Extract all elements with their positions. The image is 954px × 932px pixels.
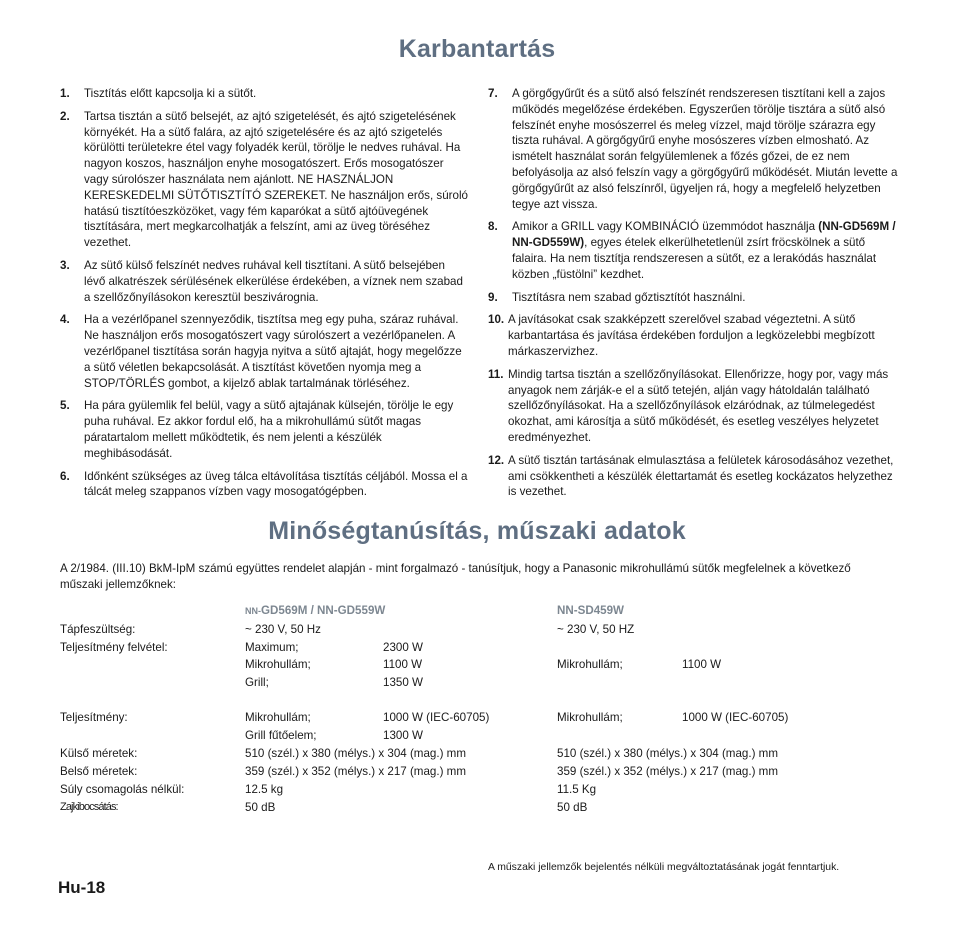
spec-value-max: 2300 W: [383, 641, 423, 654]
spec-value-weight-gd: 12.5 kg: [245, 783, 284, 796]
item-text: Ha a vezérlőpanel szennyeződik, tisztítsa meg egy puha, száraz ruhával. Ne használjon erős mosogatószert vagy súrolószert a vezérlőpanelen. A vezérlőpanel tisztítása során hagyja nyitva a sütő ajtaját, hogy megelőzze a sütő véletlen bekapcsolását. A tisztítást követően nyomja meg a STOP/TÖRLÉS gombot, a kijelző ablak tartalmának törléséhez.: [84, 313, 462, 390]
page-number: Hu-18: [58, 878, 106, 897]
item-text: Tisztításra nem szabad gőztisztítót használni.: [512, 290, 746, 304]
spec-value-micro: 1100 W: [383, 658, 423, 671]
spec-sublabel-output-grill: Grill fűtőelem;: [245, 729, 317, 742]
item-number: 2.: [60, 109, 70, 123]
list-item: [60, 398, 468, 461]
footnote: A műszaki jellemzők bejelentés nélküli megváltoztatásának jogát fenntartjuk.: [488, 862, 840, 873]
list-item: [488, 219, 898, 282]
spec-value-inner-sd: 359 (szél.) x 352 (mélys.) x 217 (mag.) mm: [557, 765, 778, 778]
item-number: 1.: [60, 87, 70, 100]
model-header-sd: NN-SD459W: [557, 604, 624, 617]
list-item: [488, 312, 898, 359]
list-item: [488, 367, 898, 446]
spec-label-weight: Súly csomagolás nélkül:: [60, 783, 185, 796]
spec-value-micro-sd: 1100 W: [682, 658, 722, 671]
spec-sublabel-grill: Grill;: [245, 676, 269, 689]
spec-label-outer: Külső méretek:: [60, 747, 138, 760]
item-number: 8.: [488, 220, 498, 234]
quality-title: Minőségtanúsítás, műszaki adatok: [268, 517, 686, 545]
spec-label-voltage: Tápfeszültség:: [60, 623, 136, 636]
item-number: 11.: [488, 367, 504, 381]
item-number: 9.: [488, 290, 498, 304]
item-number: 7.: [488, 87, 498, 100]
spec-sublabel-micro-sd: Mikrohullám;: [557, 658, 623, 671]
list-item: [60, 258, 468, 305]
spec-value-outer-sd: 510 (szél.) x 380 (mélys.) x 304 (mag.) mm: [557, 747, 778, 760]
item-text: Az sütő külső felszínét nedves ruhával kell tisztítani. A sütő belsejében lévő alkatrészek sérülésének elkerülése érdekében, a víznek nem szabad a szellőzőnyílásokon keresztül beszivárognia.: [84, 258, 463, 304]
maintenance-title: Karbantartás: [398, 35, 556, 63]
spec-value-weight-sd: 11.5 Kg: [557, 783, 597, 796]
list-item: [60, 109, 468, 251]
spec-value-noise-gd: 50 dB: [245, 801, 276, 814]
list-item: [60, 469, 468, 501]
spec-value-inner-gd: 359 (szél.) x 352 (mélys.) x 217 (mag.) mm: [245, 765, 466, 778]
spec-value-voltage-gd: ~ 230 V, 50 Hz: [245, 623, 321, 636]
spec-sublabel-max: Maximum;: [245, 641, 299, 654]
maintenance-left-column: [60, 86, 468, 507]
item-text: A sütő tisztán tartásának elmulasztása a felületek károsodásához vezethet, ami csökkentheti a készülék élettartamát és esetleg kockázatos helyzethez is vezethet.: [508, 453, 894, 499]
item-text: Ha pára gyülemlik fel belül, vagy a sütő ajtajának külsején, törölje le egy puha ruhával. Ez akkor fordul elő, ha a mikrohullámú sütőt magas páratartalom mellett működtetik, és nem jelenti a készülék meghibásodását.: [84, 399, 454, 460]
item-text: Tisztítás előtt kapcsolja ki a sütőt.: [84, 87, 257, 100]
spec-sublabel-output-micro-sd: Mikrohullám;: [557, 711, 623, 724]
maintenance-right-column: [488, 86, 898, 507]
spec-label-input: Teljesítmény felvétel:: [60, 641, 168, 654]
spec-label-inner: Belső méretek:: [60, 765, 138, 778]
item-text: A görgőgyűrűt és a sütő alsó felszínét rendszeresen tisztítani kell a zajos működés megelőzése érdekében. Egyszerűen törölje tisztára a sütő alsó felszínét enyhe mosószerrel és meleg vízzel, majd törölje szárazra egy tiszta ruhával. A görgőgyűrű enyhe mosószeres vízben elmosható. Az ismételt használat során felgyülemlenek a főzés gőzei, de ez nem befolyásolja az alsó felszín vagy a görgőgyűrű működését. Miután levette a görgőgyűrűt az alsó felszínről, ügyeljen rá, hogy a megfelelő helyzetben tegye azt vissza.: [512, 87, 898, 211]
item-text: Mindig tartsa tisztán a szellőzőnyílásokat. Ellenőrizze, hogy por, vagy más anyagok nem zárják-e el a sütő tetején, alján vagy hátoldalán található szellőzőnyílásokat. Ha a szellőzőnyílások elzáródnak, az túlmelegedést okozhat, ami károsítja a sütő működését, és esetleg veszélyes helyzetet eredményezhet.: [508, 367, 889, 444]
spec-sublabel-output-micro: Mikrohullám;: [245, 711, 311, 724]
model-header-gd: [245, 603, 385, 620]
spec-label-noise: Zajkibocsátás:: [60, 801, 118, 813]
list-item: [488, 86, 898, 212]
spec-value-grill: 1350 W: [383, 676, 423, 689]
item-text-post: , egyes ételek elkerülhetetlenül zsírt fröcskölnek a sütő falaira. Ha nem tisztítja rendszeresen a sütőt, ez a lerakódás használat közben „füstölni” kezdhet.: [512, 236, 877, 281]
item-number: 4.: [60, 313, 70, 327]
item-text: A javításokat csak szakképzett szerelővel szabad végeztetni. A sütő karbantartása és javítása érdekében forduljon a legközelebbi megbízott márkaszervizhez.: [508, 313, 875, 358]
spec-value-output-micro-sd: 1000 W (IEC-60705): [682, 711, 789, 724]
item-number: 3.: [60, 258, 70, 272]
certification-intro: A 2/1984. (III.10) BkM-IpM számú együttes rendelet alapján - mint forgalmazó - tanúsítjuk, hogy a Panasonic mikrohullámú sütők megfelelnek a következő műszaki jellemzőknek:: [60, 562, 851, 591]
item-number: 10.: [488, 313, 505, 327]
item-text: [512, 219, 898, 282]
model-prefix: NN-: [245, 606, 261, 616]
spec-value-output-grill: 1300 W: [383, 729, 423, 742]
list-item: [60, 312, 468, 391]
model-name: GD569M / NN-GD559W: [261, 604, 386, 617]
item-text-models: (NN-GD569M / NN-GD559W): [512, 220, 896, 250]
spec-value-outer-gd: 510 (szél.) x 380 (mélys.) x 304 (mag.) mm: [245, 747, 466, 760]
list-item: [488, 290, 898, 306]
item-number: 5.: [60, 399, 70, 413]
spec-label-output: Teljesítmény:: [60, 711, 128, 724]
item-number: 12.: [488, 453, 505, 467]
item-text-pre: Amikor a GRILL vagy KOMBINÁCIÓ üzemmódot használja: [512, 220, 819, 234]
list-item: [60, 86, 468, 102]
list-item: [488, 453, 898, 500]
spec-sublabel-micro: Mikrohullám;: [245, 658, 311, 671]
item-text: Időnként szükséges az üveg tálca eltávolítása tisztítás céljából. Mossa el a tálcát meleg szappanos vízben vagy mosogatógépben.: [84, 469, 468, 499]
spec-value-voltage-sd: ~ 230 V, 50 HZ: [557, 623, 635, 636]
spec-value-noise-sd: 50 dB: [557, 801, 588, 814]
spec-value-output-micro: 1000 W (IEC-60705): [383, 711, 490, 724]
item-text: Tartsa tisztán a sütő belsejét, az ajtó szigetelését, és ajtó szigetelésének környékét. Ha a sütő falára, az ajtó szigetelésére és az ajtó szigetelés körülötti területekre étel vagy folyadék kerül, törölje le nedves ruhával. Ha nagyon koszos, használjon enyhe mosogatószert. Erős mosogatószer vagy súrolószer használata nem ajánlott. NE HASZNÁLJON KERESKEDELMI SÜTŐTISZTÍTÓ SZEREKET. Ne használjon erős, súroló hatású tisztítóeszközöket, vagy fém kaparókat a sütő ajtóüvegének tisztítására, mert megkarcolhatják a felszínt, ami az üveg töréséhez vezethet.: [84, 109, 468, 250]
item-number: 6.: [60, 469, 70, 483]
